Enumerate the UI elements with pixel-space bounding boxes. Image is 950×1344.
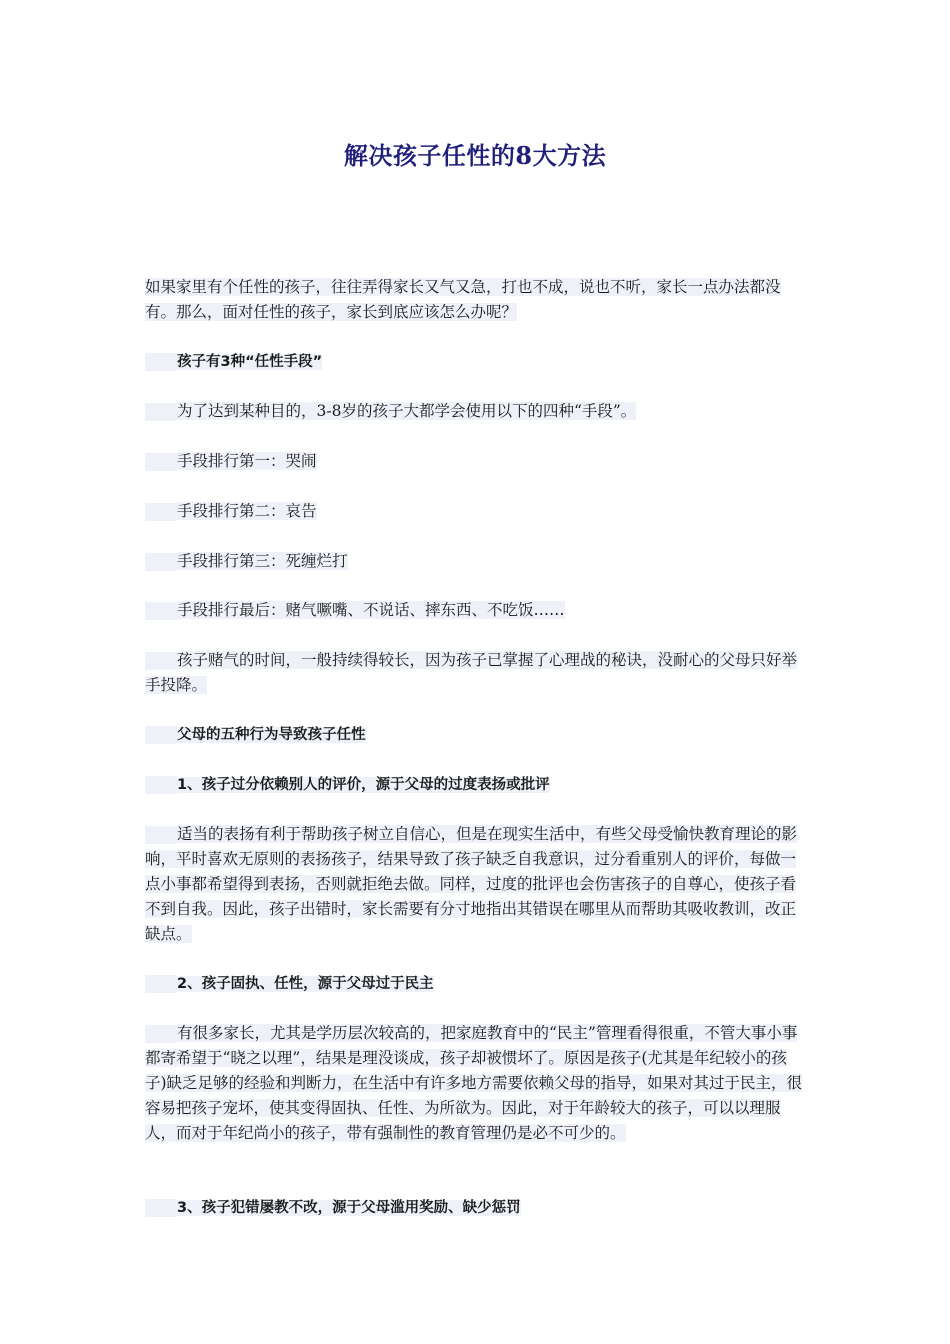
indent-mark [145, 826, 177, 844]
indent-mark [145, 403, 177, 421]
indent-mark [145, 1025, 177, 1043]
point1-heading [145, 772, 807, 798]
intro-text: 如果家里有个任性的孩子，往往弄得家长又气又急，打也不成，说也不听，家长一点办法都没有。那么，面对任性的孩子，家长到底应该怎么办呢？ [145, 278, 781, 321]
indent-mark [145, 726, 177, 744]
section1-lead-text: 为了达到某种目的，3-8岁的孩子大都学会使用以下的四种“手段”。 [177, 402, 637, 420]
indent-mark [145, 602, 177, 620]
indent-mark [145, 975, 177, 993]
section2-heading [145, 722, 807, 748]
section1-heading-text: 孩子有3种“任性手段” [177, 354, 323, 370]
indent-mark [145, 553, 177, 571]
point2-body [145, 1021, 807, 1146]
indent-mark [145, 776, 177, 794]
means-note-text: 孩子赌气的时间，一般持续得较长，因为孩子已掌握了心理战的秘诀，没耐心的父母只好举手投降。 [145, 651, 798, 694]
section1-lead [145, 399, 807, 424]
point1-heading-text: 1、孩子过分依赖别人的评价，源于父母的过度表扬或批评 [177, 777, 550, 793]
means-item [145, 449, 807, 474]
means-item [145, 598, 807, 623]
point3-heading-text: 3、孩子犯错屡教不改，源于父母滥用奖励、缺少惩罚 [177, 1200, 521, 1216]
document-title: 解决孩子任性的8大方法 [343, 141, 607, 170]
indent-mark [145, 353, 177, 371]
means-item-text: 手段排行最后：赌气噘嘴、不说话、摔东西、不吃饭…… [177, 601, 565, 619]
means-note [145, 648, 807, 698]
indent-mark [145, 1199, 177, 1217]
indent-mark [145, 503, 177, 521]
means-item-text: 手段排行第二：哀告 [177, 502, 317, 520]
point1-body [145, 822, 807, 947]
point2-heading-text: 2、孩子固执、任性，源于父母过于民主 [177, 976, 434, 992]
point2-heading [145, 971, 807, 997]
means-item [145, 499, 807, 524]
means-item-text: 手段排行第一：哭闹 [177, 452, 317, 470]
point3-heading [145, 1195, 807, 1221]
point2-body-text: 有很多家长，尤其是学历层次较高的，把家庭教育中的“民主”管理看得很重，不管大事小事都寄希望于“晓之以理”，结果是理没谈成，孩子却被惯坏了。原因是孩子(尤其是年纪较小的孩子)缺乏足够的经验和判断力，在生活中有许多地方需要依赖父母的指导，如果对其过于民主，很容易把孩子宠坏，使其变得固执、任性、为所欲为。因此，对于年龄较大的孩子，可以以理服人，而对于年纪尚小的孩子，带有强制性的教育管理仍是必不可少的。 [145, 1024, 803, 1142]
indent-mark [145, 652, 177, 670]
indent-mark [145, 453, 177, 471]
section1-heading [145, 349, 807, 375]
means-item-text: 手段排行第三：死缠烂打 [177, 552, 348, 570]
point1-body-text: 适当的表扬有利于帮助孩子树立自信心，但是在现实生活中，有些父母受愉快教育理论的影响，平时喜欢无原则的表扬孩子，结果导致了孩子缺乏自我意识，过分看重别人的评价，每做一点小事都希望得到表扬，否则就拒绝去做。同样，过度的批评也会伤害孩子的自尊心，使孩子看不到自我。因此，孩子出错时，家长需要有分寸地指出其错误在哪里从而帮助其吸收教训，改正缺点。 [145, 825, 798, 943]
means-item [145, 549, 807, 574]
section2-heading-text: 父母的五种行为导致孩子任性 [177, 727, 366, 743]
intro-paragraph [145, 275, 807, 325]
